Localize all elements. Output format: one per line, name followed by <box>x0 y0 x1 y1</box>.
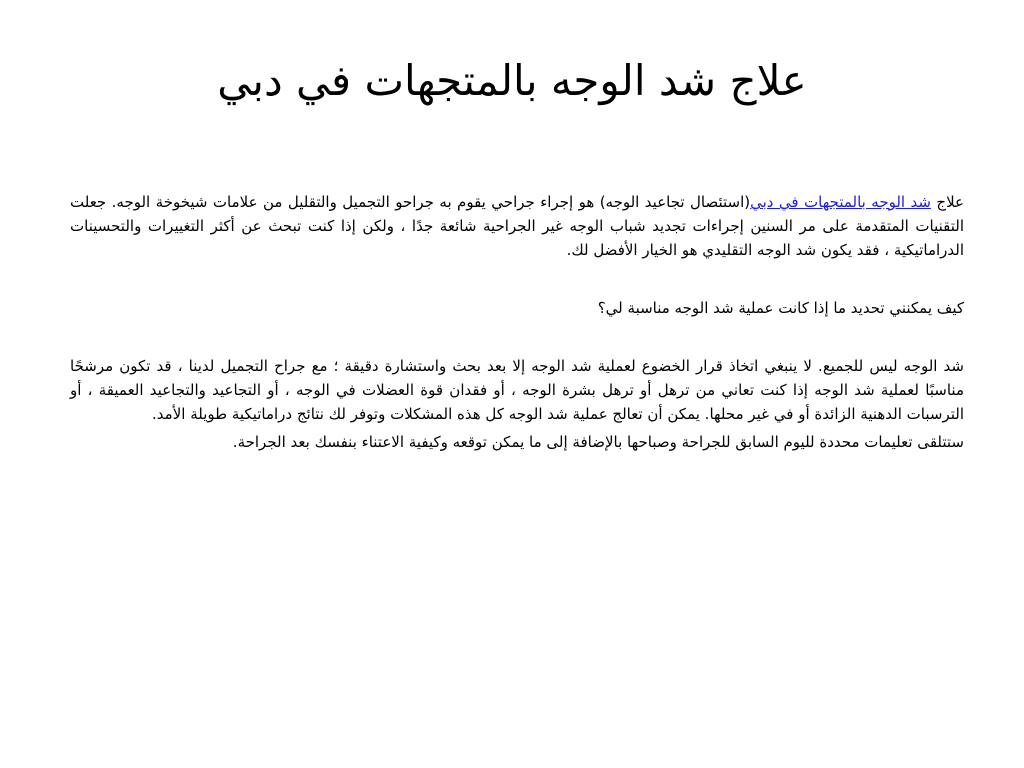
intro-prefix: علاج <box>930 193 964 211</box>
intro-paragraph <box>70 190 964 262</box>
question-paragraph: كيف يمكنني تحديد ما إذا كانت عملية شد الوجه مناسبة لي؟ <box>597 299 964 317</box>
slide-body <box>70 190 964 454</box>
intro-suffix: (استئصال تجاعيد الوجه) هو إجراء جراحي يقوم به جراحو التجميل والتقليل من علامات شيخوخة الوجه. جعلت التقنيات المتقدمة على مر السنين إجراءات تجديد شباب الوجه غير الجراحية شائعة جدًا ، ولكن إذا كنت تبحث عن أكثر التغييرات والتحسينات الدراماتيكية ، فقد يكون شد الوجه التقليدي هو الخيار الأفضل لك. <box>70 193 964 259</box>
candidate-paragraph: شد الوجه ليس للجميع. لا ينبغي اتخاذ قرار الخضوع لعملية شد الوجه إلا بعد بحث واستشارة دقيقة ؛ مع جراح التجميل لدينا ، قد تكون مرشحًا مناسبًا لعملية شد الوجه إذا كنت تعاني من ترهل أو ترهل بشرة الوجه ، أو فقدان قوة العضلات في الوجه ، أو التجاعيد والتجاعيد العميقة ، أو الترسبات الدهنية الزائدة أو في غير محلها. يمكن أن تعالج عملية شد الوجه كل هذه المشكلات وتوفر لك نتائج دراماتيكية طويلة الأمد. <box>70 357 964 423</box>
slide-title: علاج شد الوجه بالمتجهات في دبي <box>217 56 807 105</box>
instructions-paragraph: ستتلقى تعليمات محددة لليوم السابق للجراحة وصباحها بالإضافة إلى ما يمكن توقعه وكيفية الاعتناء بنفسك بعد الجراحة. <box>232 433 964 451</box>
facelift-dubai-link[interactable]: شد الوجه بالمتجهات في دبي <box>750 193 931 211</box>
